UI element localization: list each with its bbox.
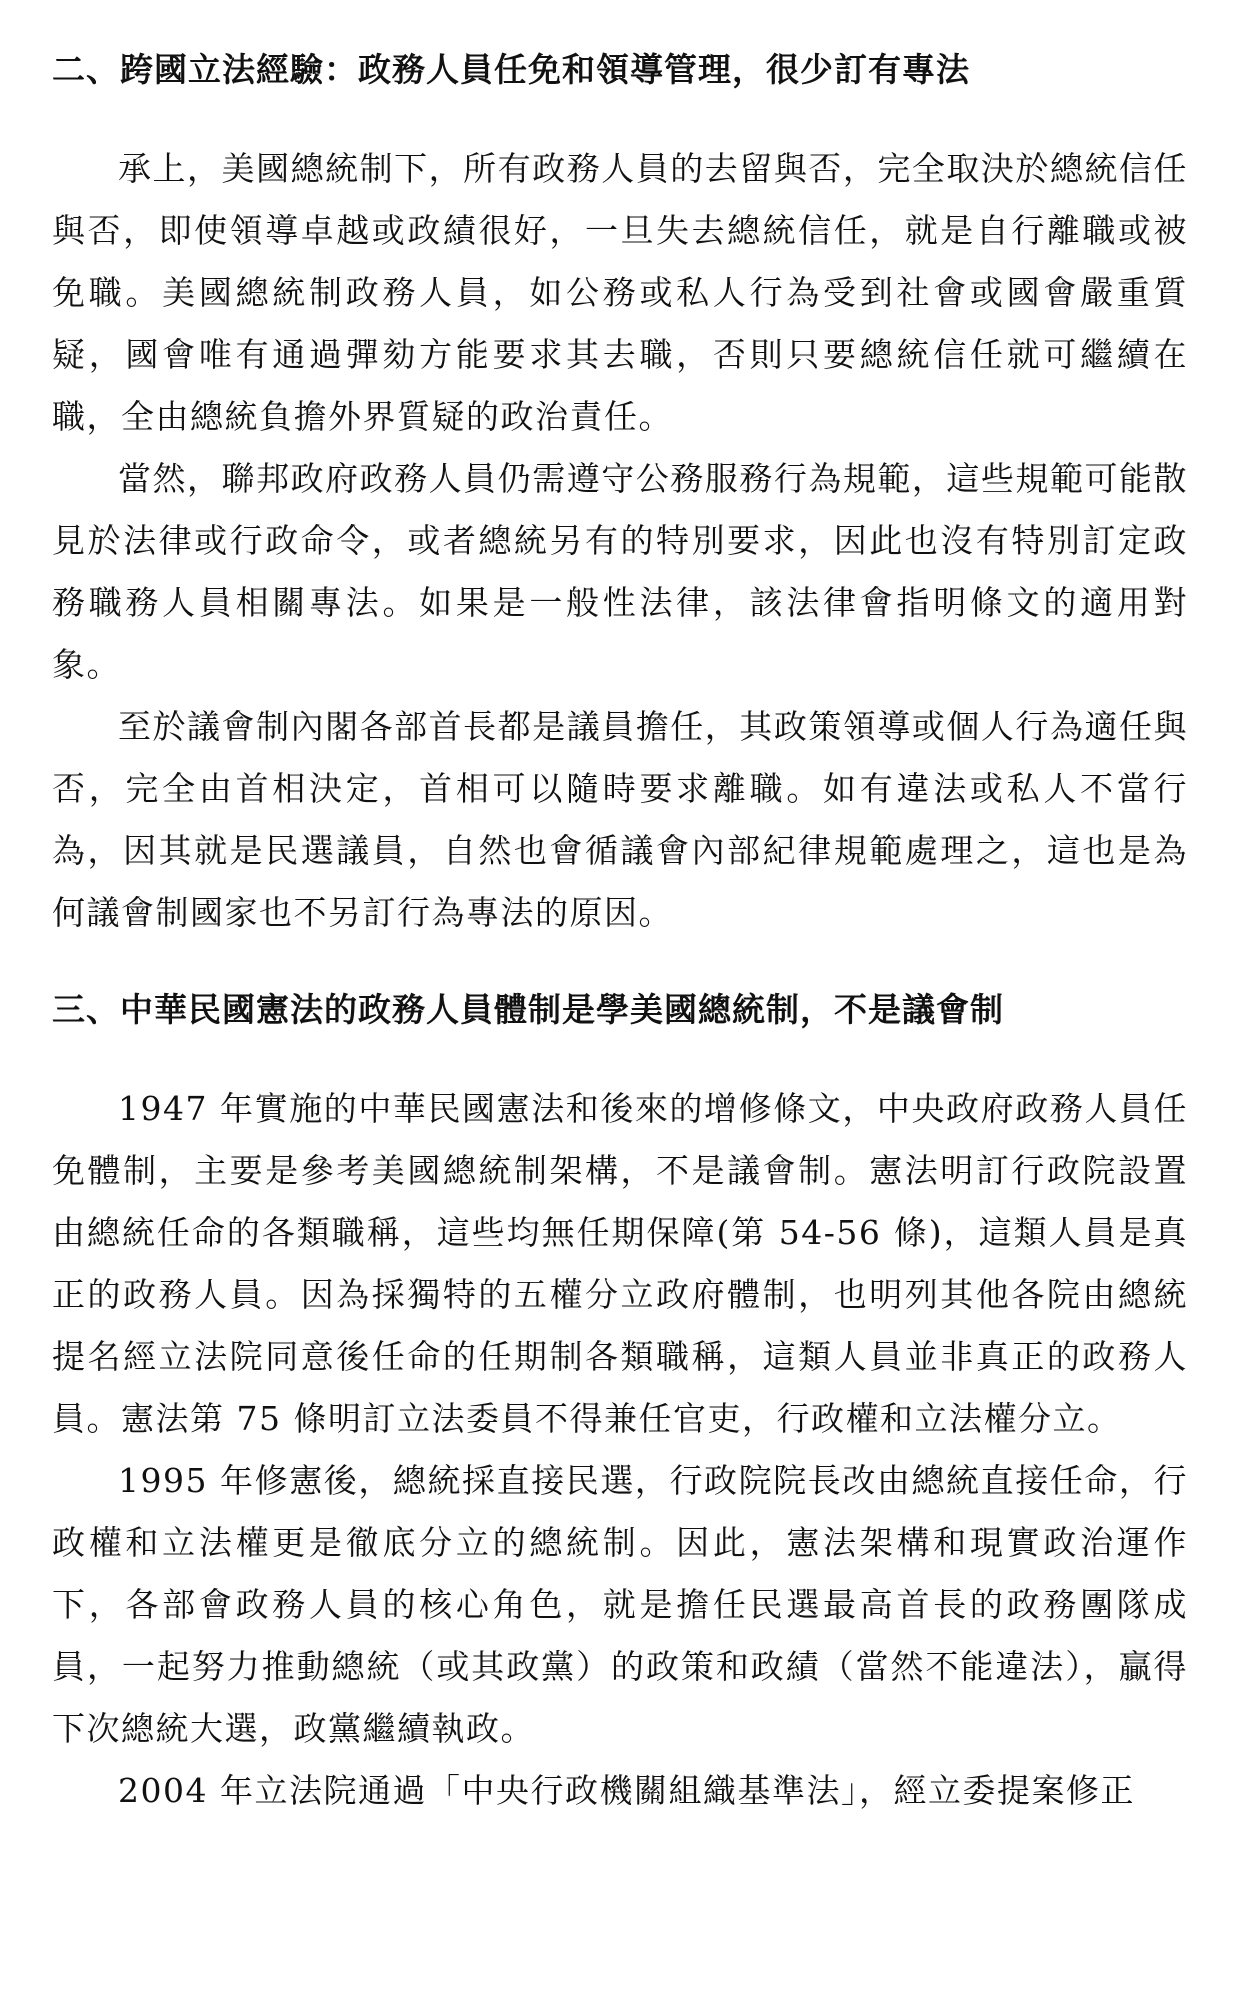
section-2-paragraph-3: 至於議會制內閣各部首長都是議員擔任，其政策領導或個人行為適任與否，完全由首相決定，首相可以隨時要求離職。如有違法或私人不當行為，因其就是民選議員，自然也會循議會內部紀律規範處理之，這也是為何議會制國家也不另訂行為專法的原因。 — [52, 707, 1188, 932]
section-2-paragraph-2: 當然，聯邦政府政務人員仍需遵守公務服務行為規範，這些規範可能散見於法律或行政命令，或者總統另有的特別要求，因此也沒有特別訂定政務職務人員相關專法。如果是一般性法律，該法律會指明條文的適用對象。 — [52, 459, 1188, 684]
section-3-paragraph-3: 2004 年立法院通過「中央行政機關組織基準法」，經立委提案修正 — [118, 1771, 1135, 1810]
section-heading-3: 三、中華民國憲法的政務人員體制是學美國總統制，不是議會制 — [52, 990, 1004, 1029]
section-2-paragraph-1: 承上，美國總統制下，所有政務人員的去留與否，完全取決於總統信任與否，即使領導卓越或政績很好，一旦失去總統信任，就是自行離職或被免職。美國總統制政務人員，如公務或私人行為受到社會或國會嚴重質疑，國會唯有通過彈劾方能要求其去職，否則只要總統信任就可繼續在職，全由總統負擔外界質疑的政治責任。 — [52, 149, 1188, 436]
section-heading-2: 二、跨國立法經驗：政務人員任免和領導管理，很少訂有專法 — [52, 50, 970, 89]
section-3-paragraph-1: 1947 年實施的中華民國憲法和後來的增修條文，中央政府政務人員任免體制，主要是參考美國總統制架構，不是議會制。憲法明訂行政院設置由總統任命的各類職稱，這些均無任期保障(第 54-56 條)，這類人員是真正的政務人員。因為採獨特的五權分立政府體制，也明列其他各院由總統提名經立法院同意後任命的任期制各類職稱，這類人員並非真正的政務人員。憲法第 75 條明訂立法委員不得兼任官吏，行政權和立法權分立。 — [52, 1089, 1188, 1438]
section-3-paragraph-2: 1995 年修憲後，總統採直接民選，行政院院長改由總統直接任命，行政權和立法權更是徹底分立的總統制。因此，憲法架構和現實政治運作下，各部會政務人員的核心角色，就是擔任民選最高首長的政務團隊成員，一起努力推動總統（或其政黨）的政策和政績（當然不能違法），贏得下次總統大選，政黨繼續執政。 — [52, 1461, 1188, 1748]
